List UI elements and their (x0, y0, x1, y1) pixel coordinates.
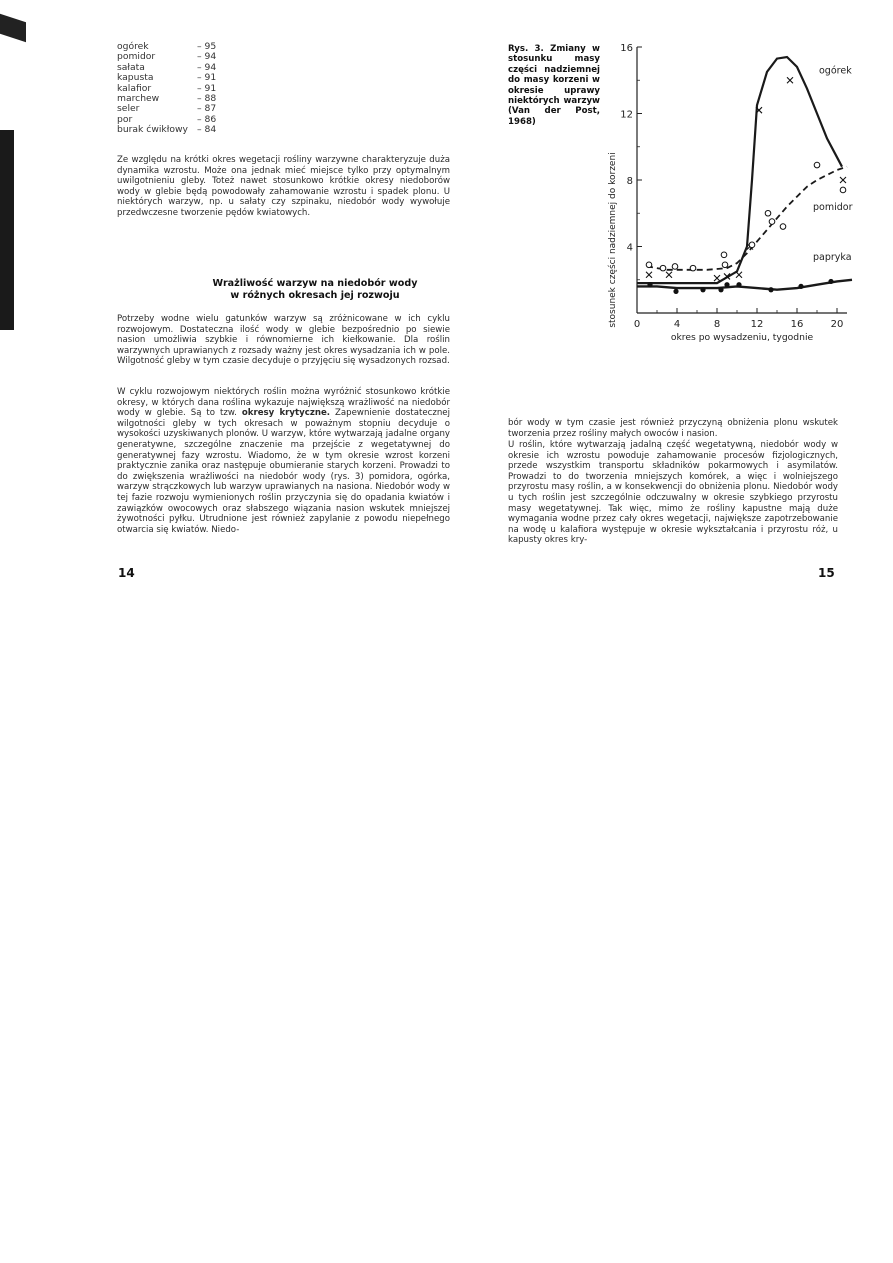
papryka-point (724, 282, 729, 287)
produce-row (117, 125, 257, 135)
produce-value: – 94 (197, 61, 217, 73)
produce-name: marchew (117, 92, 160, 104)
ogorek-point (714, 275, 720, 281)
produce-value: – 84 (197, 124, 217, 136)
pomidor-point (814, 162, 820, 168)
produce-row (117, 73, 257, 83)
right-paragraph-1: bór wody w tym czasie jest również przyczyną obniżenia plonu wskutek tworzenia przez rośliny małych owoców i nasion. (508, 418, 838, 439)
left-paragraph-1: Ze względu na krótki okres wegetacji rośliny warzywne charakteryzuje duża dynamika wzrostu. Może ona jednak mieć miejsce tylko przy optymalnym uwilgotnieniu gleby. Toteż nawet stosunkowo krótkie okresy niedoborów wody w glebie będą powodowały zahamowanie wzrostu i spadek plonu. U niektórych warzyw, np. u sałaty czy szpinaku, niedobór wody wywołuje przedwczesne tworzenie pędów kwiatowych. (117, 155, 450, 218)
produce-value: – 91 (197, 82, 217, 94)
x-tick-label: 20 (830, 319, 844, 330)
series-line-2 (637, 280, 852, 290)
series-label: papryka (813, 251, 852, 263)
pomidor-point (749, 242, 755, 248)
produce-value: – 95 (197, 41, 217, 52)
produce-value: – 94 (197, 51, 217, 63)
produce-name: por (117, 113, 133, 125)
scan-corner-mark (0, 14, 26, 42)
produce-list (117, 42, 257, 136)
ogorek-point (646, 272, 652, 278)
papryka-point (736, 282, 741, 287)
produce-name: sałata (117, 61, 145, 73)
produce-value: – 87 (197, 103, 217, 115)
right-paragraph-2: U roślin, które wytwarzają jadalną część wegetatywną, niedobór wody w okresie ich wzrostu powoduje zahamowanie procesów fizjologicznych, przede wszystkim transportu składników pokarmowych i asymilatów. Prowadzi to do tworzenia mniejszych komórek, a więc i wolniejszego przyrostu masy roślin, a w konsekwencji do obniżenia plonu. Niedobór wody u tych roślin jest szczególnie odczuwalny w okresie szybkiego przyrostu masy wegetatywnej. Tak więc, mimo że rośliny kapustne mają duże wymagania wodne przez cały okres wegetacji, największe zapotrzebowanie na wodę u kalafiora występuje w okresie wykształcania i przyrostu róż, u kapusty okres kry- (508, 440, 838, 546)
section-heading-line-2: w różnych okresach jej rozwoju (230, 290, 400, 301)
ogorek-point (840, 177, 846, 183)
pomidor-point (765, 210, 771, 216)
section-heading-line-1: Wrażliwość warzyw na niedobór wody (212, 278, 418, 289)
ogorek-point (666, 272, 672, 278)
x-tick-label: 12 (750, 319, 764, 330)
ogorek-point (736, 272, 742, 278)
produce-name: seler (117, 103, 140, 115)
produce-name: burak ćwikłowy (117, 124, 188, 136)
y-tick-label: 16 (620, 43, 633, 54)
papryka-point (768, 287, 773, 292)
page-number-right: 15 (818, 566, 835, 580)
pomidor-point (769, 219, 775, 225)
pomidor-point (840, 187, 846, 193)
produce-name: kalafior (117, 82, 152, 94)
series-label: ogórek (819, 65, 852, 77)
papryka-point (718, 287, 723, 292)
x-tick-label: 8 (713, 319, 721, 330)
papryka-point (647, 282, 652, 287)
produce-name: kapusta (117, 72, 154, 84)
figure-chart (585, 35, 865, 385)
pomidor-point (672, 264, 678, 270)
papryka-point (700, 287, 705, 292)
chart-label-layer (607, 43, 853, 343)
pomidor-point (722, 262, 728, 268)
produce-name: ogórek (117, 41, 149, 52)
produce-value: – 86 (197, 113, 217, 125)
left-paragraph-3-rest: Zapewnienie dostatecznej wilgotności gleby w tych okresach w poważnym stopniu decyduje o wysokości uzyskiwanych plonów. U warzyw, które wytwarzają jadalne organy generatywne, szczególne znaczenie ma przejście z wegetatywnej do generatywnej fazy wzrostu. Wiadomo, że w tym okresie wzrost korzeni praktycznie zanika oraz następuje obumieranie starych korzeni. Prowadzi to do zwiększenia wrażliwości na niedobór wody (rys. 3) pomidora, ogórka, warzyw strączkowych lub warzyw uprawianych na nasiona. Niedobór wody w tej fazie rozwoju wymienionych roślin przyczynia się do opadania kwiatów i zawiązków owocowych oraz słabszego wiązania nasion wskutek mniejszej żywotności pyłku. Utrudnione jest również zapylanie z powodu niepełnego otwarcia się kwiatów. Niedo- (117, 408, 450, 535)
left-paragraph-2: Potrzeby wodne wielu gatunków warzyw są zróżnicowane w ich cyklu rozwojowym. Dostateczna ilość wody w glebie bezpośrednio po siewie nasion umożliwia szybkie i równomierne ich kiełkowanie. Dla roślin warzywnych uprawianych z rozsady ważny jest okres wysadzania ich w pole. Wilgotność gleby w tym czasie decyduje o przyjęciu się wysadzonych rozsad. (117, 314, 450, 367)
x-axis-label: okres po wysadzeniu, tygodnie (670, 332, 814, 343)
produce-name: pomidor (117, 51, 156, 63)
left-paragraph-3-bold: okresy krytyczne. (241, 408, 331, 419)
papryka-point (798, 284, 803, 289)
x-tick-label: 0 (633, 319, 641, 330)
figure-caption-text: Zmiany w stosunku masy części nadziemnej do masy korzeni w okresie uprawy niektórych warzyw (Van der Post, 1968) (508, 44, 600, 127)
ogorek-point (787, 77, 793, 83)
y-tick-label: 8 (626, 176, 633, 187)
x-tick-label: 16 (790, 319, 804, 330)
page-number-left: 14 (118, 566, 135, 580)
x-tick-label: 4 (673, 319, 681, 330)
y-tick-label: 4 (626, 242, 633, 254)
pomidor-point (721, 252, 727, 258)
section-heading (200, 278, 430, 302)
produce-value: – 88 (197, 92, 217, 104)
pomidor-point (690, 265, 696, 271)
scan-shadow-left (0, 130, 14, 330)
left-paragraph-3 (117, 387, 450, 535)
left-paragraph-3-start: W cyklu rozwojowym niektórych roślin można wyróżnić stosunkowo krótkie okresy, w których dana roślina wykazuje największą wrażliwość na niedobór wody w glebie. Są to tzw. (117, 387, 450, 419)
chart-axes (637, 47, 847, 313)
series-line-0 (637, 57, 842, 283)
series-label: pomidor (813, 201, 853, 213)
pomidor-point (646, 262, 652, 268)
papryka-point (828, 279, 833, 284)
pomidor-point (660, 265, 666, 271)
y-axis-label: stosunek części nadziemnej do korzeni (608, 152, 618, 328)
pomidor-point (780, 224, 786, 230)
papryka-point (673, 289, 678, 294)
figure-caption-lead: Rys. 3. (508, 44, 544, 54)
y-tick-label: 12 (620, 109, 633, 121)
produce-value: – 91 (197, 72, 217, 84)
produce-row (117, 104, 257, 114)
